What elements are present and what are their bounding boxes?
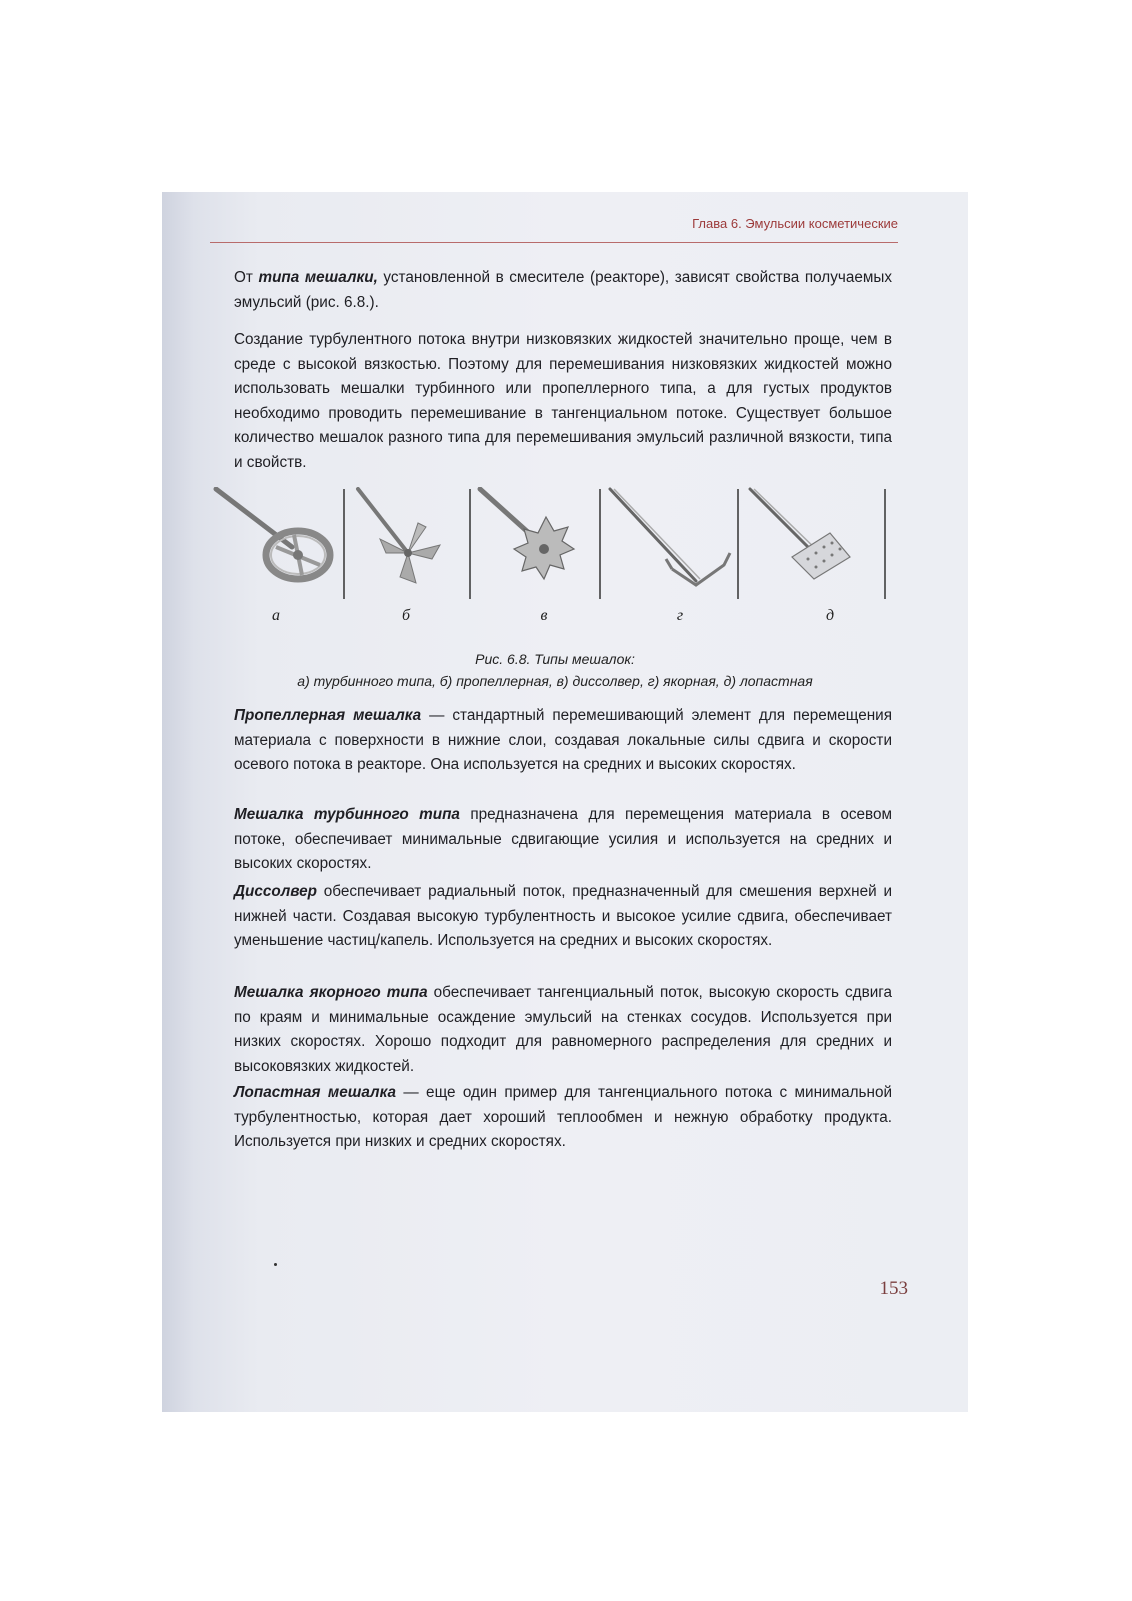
running-head: Глава 6. Эмульсии косметические (692, 216, 898, 231)
figure-letter-v: в (540, 607, 548, 624)
p3-term: Пропеллерная мешалка (234, 707, 422, 724)
p7-text: — еще один пример для тангенциального потока с минимальной турбулентностью, которая дает хороший теплообмен и нежную обработку продукта. Используется при низких и средних скоростях. (234, 1084, 893, 1150)
anchor-mixer-icon (610, 489, 730, 585)
paragraph-5 (210, 880, 892, 954)
paragraph-3 (210, 704, 892, 778)
paragraph-6 (210, 981, 892, 1079)
figure-mixers (210, 487, 900, 627)
paragraph-4 (210, 803, 892, 877)
page-number: 153 (879, 1278, 908, 1299)
p1-term: типа мешалки, (258, 269, 378, 286)
p5-text: обеспечивает радиальный поток, предназначенный для смешения верхней и нижней части. Создавая высокую турбулентность и высокое усилие сдвига, обеспечивает уменьшение частиц/капель. Используется на средних и высоких скоростях. (234, 883, 892, 949)
paragraph-2 (210, 328, 892, 475)
p6-term: Мешалка якорного типа (234, 984, 428, 1001)
p5-term: Диссолвер (234, 883, 317, 900)
speck-mark (274, 1263, 277, 1266)
p2-text: Создание турбулентного потока внутри низковязких жидкостей значительно проще, чем в среде с высокой вязкостью. Поэтому для перемешивания низковязких жидкостей можно использовать мешалки турбинного или пропеллерного типа, а для густых продуктов необходимо проводить перемешивание в тангенциальном потоке. Существует большое количество мешалок разного типа для перемешивания эмульсий различной вязкости, типа и свойств. (234, 331, 892, 471)
p3-text: — стандартный перемешивающий элемент для перемещения материала с поверхности в нижние слои, создавая локальные силы сдвига и скорости осевого потока в реакторе. Она используется на средних и высоких скоростях. (234, 707, 892, 773)
book-page (162, 192, 968, 1412)
dissolver-mixer-icon (480, 489, 574, 579)
paddle-mixer-icon (750, 489, 850, 579)
figure-letter-b: б (401, 607, 411, 624)
page-header (210, 210, 898, 243)
paragraph-7 (210, 1081, 892, 1155)
propeller-mixer-icon (358, 489, 440, 583)
p7-term: Лопастная мешалка (234, 1084, 397, 1101)
p4-text: предназначена для перемещения материала в осевом потоке, обеспечивает минимальные сдвигающие усилия и используется на средних и высоких скоростях. (234, 806, 892, 872)
p4-term: Мешалка турбинного типа (234, 806, 460, 823)
figure-caption (210, 648, 900, 692)
figure-letter-a: а (272, 607, 280, 624)
caption-legend: а) турбинного типа, б) пропеллерная, в) диссолвер, г) якорная, д) лопастная (297, 673, 813, 689)
caption-title: Рис. 6.8. Типы мешалок: (475, 651, 635, 667)
p1-post: установленной в смесителе (реакторе), зависят свойства получаемых эмульсий (рис. 6.8.). (234, 269, 892, 311)
p1-pre: От (234, 269, 259, 286)
mixers-illustration (210, 487, 900, 607)
turbine-mixer-icon (216, 489, 330, 579)
p6-text: обеспечивает тангенциальный поток, высокую скорость сдвига по краям и минимальные осаждение эмульсий на стенках сосудов. Используется при низких скоростях. Хорошо подходит для равномерного распределения для средних и высоковязких жидкостей. (234, 984, 892, 1075)
figure-letter-g: г (676, 607, 684, 624)
paragraph-1 (210, 266, 892, 315)
figure-letter-d: д (825, 607, 835, 624)
